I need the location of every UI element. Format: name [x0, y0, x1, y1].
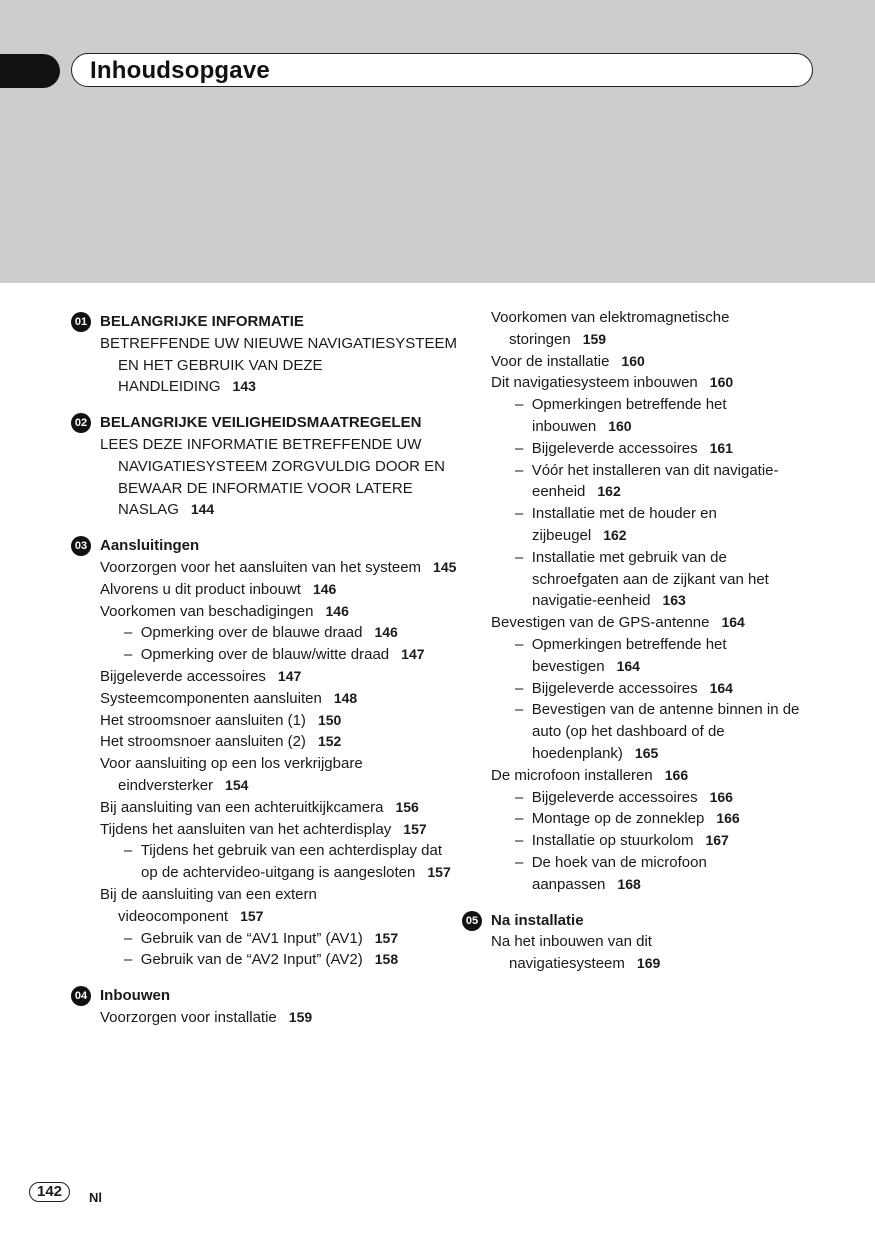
dash: – — [124, 646, 133, 664]
toc-page-number: 157 — [403, 820, 427, 837]
toc-chapter-04 — [71, 985, 461, 1029]
toc-page-number: 148 — [333, 689, 358, 706]
dash: – — [124, 624, 133, 642]
toc-page-number: 144 — [190, 501, 215, 518]
toc-entry[interactable]: Voorzorgen voor installatie 159 — [100, 1008, 313, 1026]
chapter-title[interactable]: BELANGRIJKE INFORMATIE — [100, 313, 304, 330]
toc-subentry[interactable]: – Vóór het installeren van dit navigatie-eenheid 162 — [515, 461, 779, 501]
toc-entry[interactable]: LEES DEZE INFORMATIE BETREFFENDE UW NAVIGATIESYSTEEM ZORGVULDIG DOOR EN BEWAAR DE INFORMATIE VOOR LATERE NASLAG 144 — [100, 435, 445, 519]
toc-subentry[interactable]: – Bijgeleverde accessoires 161 — [515, 439, 733, 457]
toc-entry[interactable]: Tijdens het aansluiten van het achterdisplay 157 — [100, 820, 427, 838]
toc-subentry[interactable]: – Bevestigen van de antenne binnen in de auto (op het dashboard of de hoedenplank) 165 — [515, 701, 800, 762]
toc-page-number: 157 — [427, 864, 451, 881]
toc-entry[interactable]: Voorzorgen voor het aansluiten van het systeem 145 — [100, 558, 457, 576]
dash: – — [515, 505, 524, 523]
toc-subentry[interactable]: – Installatie met gebruik van de schroefgaten aan de zijkant van het navigatie-eenheid 163 — [515, 548, 769, 610]
page-number-badge: 142 — [29, 1182, 70, 1202]
dash: – — [515, 396, 524, 414]
toc-page-number: 150 — [317, 711, 342, 728]
toc-entry[interactable]: Bij de aansluiting van een extern videocomponent 157 — [100, 885, 317, 925]
dash: – — [515, 701, 524, 719]
dash: – — [124, 951, 133, 969]
toc-page-number: 160 — [621, 352, 645, 369]
chapter-title[interactable]: Aansluitingen — [100, 537, 200, 555]
toc-chapter-03 — [71, 535, 461, 971]
chapter-title[interactable]: Inbouwen — [100, 987, 170, 1005]
toc-entry[interactable]: Bij aansluiting van een achteruitkijkcamera 156 — [100, 798, 419, 816]
toc-subentry[interactable]: – Montage op de zonneklep 166 — [515, 810, 740, 828]
toc-entry[interactable]: Bevestigen van de GPS-antenne 164 — [491, 614, 745, 632]
toc-entry[interactable]: Voorkomen van beschadigingen 146 — [100, 602, 349, 620]
toc-chapter-01 — [71, 311, 461, 398]
dash: – — [515, 788, 524, 806]
toc-page-number: 147 — [277, 667, 302, 684]
toc-subentry[interactable]: – Gebruik van de “AV1 Input” (AV1) 157 — [124, 929, 399, 947]
toc-entry[interactable]: Voor aansluiting op een los verkrijgbare eindversterker 154 — [100, 755, 363, 794]
toc-page-number: 166 — [709, 788, 733, 805]
toc-chapter-02 — [71, 412, 461, 521]
toc-subentry[interactable]: – De hoek van de microfoon aanpassen 168 — [515, 853, 707, 893]
toc-entry[interactable]: Het stroomsnoer aansluiten (2) 152 — [100, 733, 342, 751]
toc-page-number: 143 — [232, 378, 256, 395]
page-title: Inhoudsopgave — [90, 57, 270, 84]
toc-subentry[interactable]: – Gebruik van de “AV2 Input” (AV2) 158 — [124, 951, 399, 969]
dash: – — [124, 842, 133, 860]
toc-subentry[interactable]: – Installatie met de houder en zijbeugel 162 — [515, 505, 717, 544]
dash: – — [515, 679, 524, 697]
toc-page-number: 146 — [374, 624, 398, 641]
dash: – — [515, 853, 524, 871]
toc-entry[interactable]: Bijgeleverde accessoires 147 — [100, 667, 302, 685]
toc-entry[interactable]: Dit navigatiesysteem inbouwen 160 — [491, 374, 734, 392]
toc-page-number: 161 — [709, 439, 733, 456]
toc-entry[interactable]: Alvorens u dit product inbouwt 146 — [100, 580, 337, 598]
toc-subentry[interactable]: – Opmerking over de blauw/witte draad 147 — [124, 646, 425, 664]
chapter-title[interactable]: BELANGRIJKE VEILIGHEIDSMAATREGELEN — [100, 414, 422, 432]
toc-entry[interactable]: Na het inbouwen van dit navigatiesysteem 169 — [491, 933, 661, 973]
toc-entry[interactable]: De microfoon installeren 166 — [491, 766, 689, 784]
toc-subentry[interactable]: – Bijgeleverde accessoires 166 — [515, 788, 733, 806]
chapter-number-badge: 04 — [71, 986, 91, 1006]
chapter-number-badge: 05 — [462, 911, 482, 931]
toc-page-number: 166 — [716, 810, 740, 827]
toc-page-number: 152 — [317, 733, 342, 750]
toc-page-number: 157 — [374, 929, 399, 946]
toc-page-number: 163 — [662, 592, 686, 609]
toc-left-column — [71, 311, 461, 1029]
toc-page-number: 160 — [608, 417, 632, 434]
toc-subentry[interactable]: – Opmerkingen betreffende het inbouwen 160 — [515, 396, 727, 435]
toc-page-number: 147 — [401, 646, 425, 663]
toc-entry[interactable]: Het stroomsnoer aansluiten (1) 150 — [100, 711, 342, 729]
toc-page-number: 146 — [312, 580, 337, 597]
chapter-number-badge: 03 — [71, 536, 91, 556]
dash: – — [124, 929, 133, 947]
toc-page-number: 156 — [395, 798, 419, 815]
toc-page-number: 167 — [705, 832, 729, 849]
toc-right-column — [462, 307, 807, 975]
toc-page-number: 166 — [664, 766, 689, 783]
toc-page-number: 154 — [225, 776, 249, 793]
toc-page-number: 162 — [603, 526, 627, 543]
toc-entry[interactable]: Systeemcomponenten aansluiten 148 — [100, 689, 358, 707]
toc-entry[interactable]: BETREFFENDE UW NIEUWE NAVIGATIESYSTEEM EN HET GEBRUIK VAN DEZE HANDLEIDING 143 — [100, 334, 457, 396]
toc-chapter-04-continued — [462, 307, 807, 896]
toc-page-number: 169 — [636, 955, 661, 972]
toc-page-number: 157 — [240, 907, 264, 924]
toc-page-number: 145 — [433, 558, 457, 575]
toc-subentry[interactable]: – Opmerking over de blauwe draad 146 — [124, 624, 398, 642]
dash: – — [515, 810, 524, 828]
chapter-title[interactable]: Na installatie — [491, 911, 584, 929]
toc-subentry[interactable]: – Tijdens het gebruik van een achterdisplay dat op de achtervideo-uitgang is aangesloten 157 — [124, 842, 451, 882]
toc-page-number: 164 — [616, 657, 640, 674]
dash: – — [515, 635, 524, 653]
toc-page-number: 164 — [721, 614, 745, 631]
toc-page-number: 164 — [709, 679, 733, 696]
toc-page-number: 158 — [374, 951, 399, 968]
header-tab-marker — [0, 54, 60, 88]
toc-entry[interactable]: Voor de installatie 160 — [491, 352, 645, 370]
chapter-number-badge: 01 — [71, 312, 91, 332]
toc-page-number: 160 — [709, 374, 734, 391]
toc-page-number: 159 — [582, 330, 607, 347]
dash: – — [515, 461, 524, 479]
header-band — [0, 0, 875, 283]
dash: – — [515, 832, 524, 850]
toc-page-number: 165 — [634, 744, 659, 761]
toc-chapter-05 — [462, 910, 807, 975]
toc-subentry[interactable]: – Installatie op stuurkolom 167 — [515, 832, 729, 850]
dash: – — [515, 439, 524, 457]
toc-page-number: 168 — [617, 875, 641, 892]
page-title-box — [71, 53, 813, 87]
toc-subentry[interactable]: – Bijgeleverde accessoires 164 — [515, 679, 733, 697]
toc-entry[interactable]: Voorkomen van elektromagnetische storingen 159 — [491, 309, 730, 348]
toc-page-number: 159 — [288, 1008, 313, 1025]
toc-page-number: 162 — [597, 483, 621, 500]
toc-page-number: 146 — [325, 602, 349, 619]
toc-subentry[interactable]: – Opmerkingen betreffende het bevestigen 164 — [515, 635, 727, 675]
chapter-number-badge: 02 — [71, 413, 91, 433]
language-code: Nl — [89, 1190, 102, 1205]
dash: – — [515, 548, 524, 566]
